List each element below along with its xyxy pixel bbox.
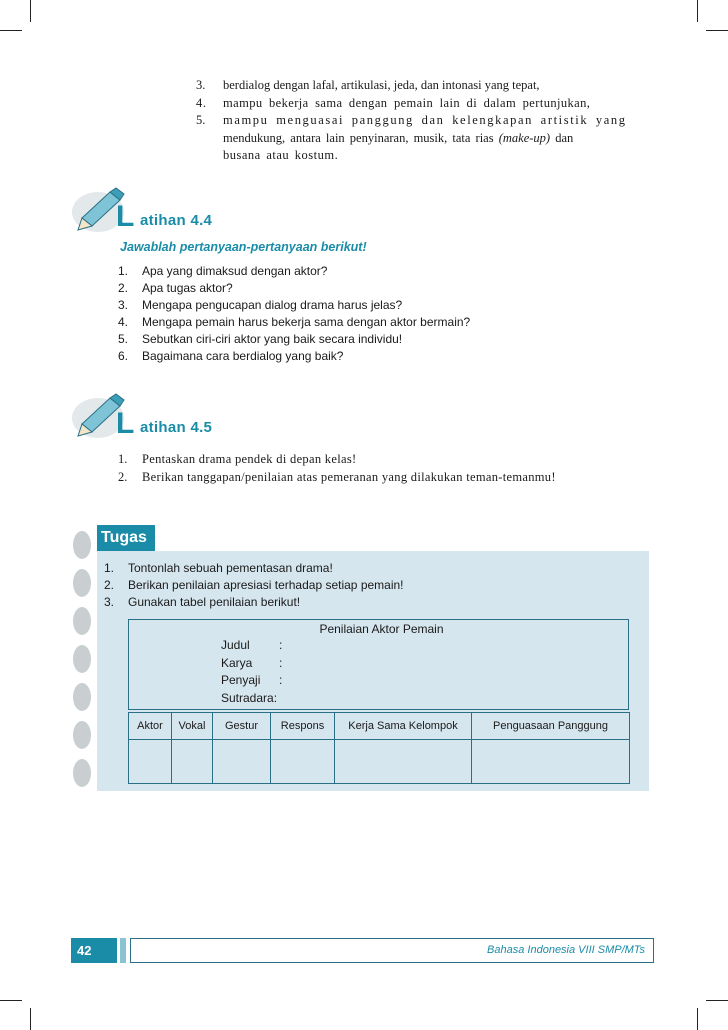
latihan-4-5-items	[118, 450, 648, 486]
col-header-respons: Respons	[270, 712, 335, 740]
list-item: 6. Bagaimana cara berdialog yang baik?	[118, 349, 344, 363]
footer-divider	[120, 938, 126, 963]
list-item: 3. berdialog dengan lafal, artikulasi, jeda, dan intonasi yang tepat,	[196, 78, 540, 92]
assessment-form	[128, 619, 629, 710]
table-cell	[471, 739, 630, 784]
decorative-figures	[68, 525, 100, 795]
criteria-list	[196, 77, 651, 165]
field-judul: Judul :	[221, 638, 283, 652]
table-cell	[212, 739, 271, 784]
list-item: 5. mampu menguasai panggung dan kelengkapan artistik yang	[196, 113, 627, 127]
col-header-aktor: Aktor	[128, 712, 172, 740]
list-item: 2. Berikan penilaian apresiasi terhadap setiap pemain!	[104, 578, 404, 592]
table-cell	[334, 739, 472, 784]
tugas-items	[104, 560, 624, 611]
table-cell	[270, 739, 335, 784]
footer-bar	[130, 938, 654, 963]
assessment-fields	[221, 637, 282, 707]
list-item: 1. Apa yang dimaksud dengan aktor?	[118, 264, 328, 278]
list-item: 4. Mengapa pemain harus bekerja sama dengan aktor bermain?	[118, 315, 471, 329]
latihan-4-4-heading: L atihan 4.4	[116, 200, 213, 233]
latihan-4-4-questions	[118, 263, 638, 365]
tugas-label: Tugas	[97, 525, 155, 551]
table-cell	[171, 739, 213, 784]
col-header-vokal: Vokal	[171, 712, 213, 740]
col-header-penguasaan: Penguasaan Panggung	[471, 712, 630, 740]
col-header-gestur: Gestur	[212, 712, 271, 740]
table-cell	[128, 739, 172, 784]
list-item: 5. Sebutkan ciri-ciri aktor yang baik secara individu!	[118, 332, 403, 346]
page-number: 42	[71, 938, 117, 963]
col-header-kerja-sama: Kerja Sama Kelompok	[334, 712, 472, 740]
field-sutradara: Sutradara:	[221, 690, 278, 705]
list-item: 4. mampu bekerja sama dengan pemain lain di dalam pertunjukan,	[196, 95, 591, 110]
assessment-title: Penilaian Aktor Pemain	[319, 622, 444, 636]
list-item-continuation: mendukung, antara lain penyinaran, musik, tata rias (make-up) dan	[223, 130, 574, 145]
list-item: 2. Berikan tanggapan/penilaian atas pemeranan yang dilakukan teman-temanmu!	[118, 470, 556, 484]
list-item: 2. Apa tugas aktor?	[118, 281, 233, 295]
list-item: 3. Mengapa pengucapan dialog drama harus jelas?	[118, 298, 403, 312]
list-item-continuation: busana atau kostum.	[223, 148, 339, 162]
latihan-4-5-heading: L atihan 4.5	[116, 407, 213, 440]
latihan-4-4-instruction: Jawablah pertanyaan-pertanyaan berikut!	[120, 240, 367, 254]
list-item: 1. Tontonlah sebuah pementasan drama!	[104, 561, 333, 575]
book-title: Bahasa Indonesia VIII SMP/MTs	[487, 944, 645, 956]
field-karya: Karya :	[221, 655, 283, 670]
list-item: 1. Pentaskan drama pendek di depan kelas!	[118, 452, 357, 466]
list-item: 3. Gunakan tabel penilaian berikut!	[104, 595, 301, 609]
field-penyaji: Penyaji :	[221, 673, 283, 687]
